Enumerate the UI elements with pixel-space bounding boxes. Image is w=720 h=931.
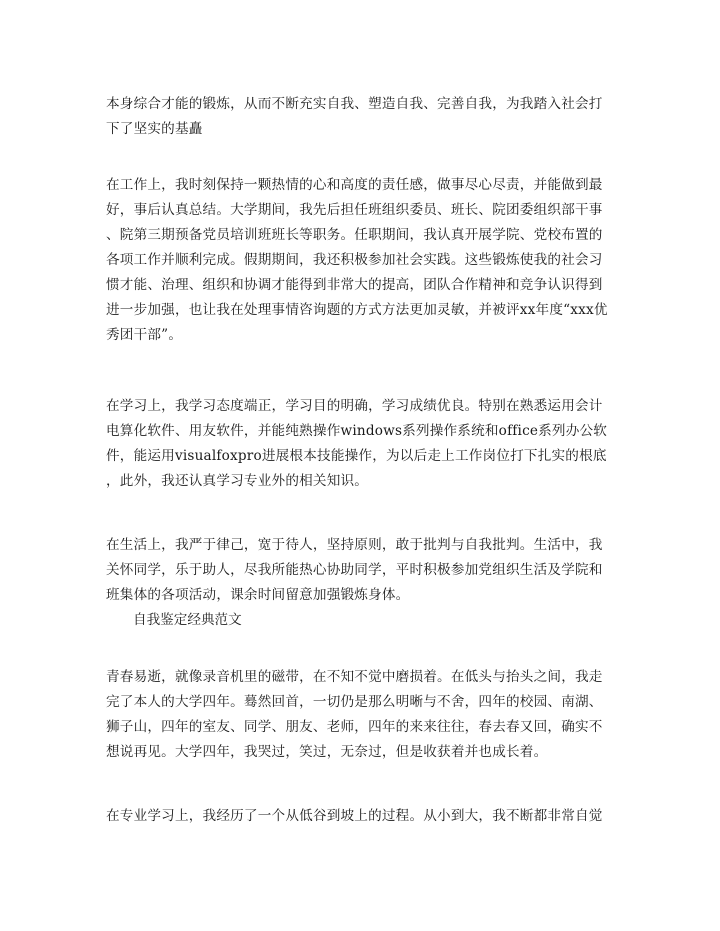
text-line: 本身综合才能的锻炼，从而不断充实自我、塑造自我、完善自我，为我踏入社会打 — [106, 96, 603, 112]
text-line: ，此外，我还认真学习专业外的相关知识。 — [106, 473, 369, 489]
text-line: 想说再见。大学四年，我哭过，笑过，无奈过，但是收获着并也成长着。 — [106, 744, 548, 760]
text-line: 在工作上，我时刻保持一颗热情的心和高度的责任感，做事尽心尽责，并能做到最 — [106, 177, 603, 193]
text-line: 在学习上，我学习态度端正，学习目的明确，学习成绩优良。特别在熟悉运用会计 — [106, 398, 603, 414]
paragraph-2 — [106, 173, 626, 348]
paragraph-1 — [106, 92, 626, 142]
text-line: 班集体的各项活动，课余时间留意加强锻炼身体。 — [106, 587, 410, 603]
paragraph-4 — [106, 533, 626, 608]
section-heading-block — [106, 608, 626, 633]
text-line: 秀团干部”。 — [106, 327, 183, 343]
text-line: 在专业学习上，我经历了一个从低谷到坡上的过程。从小到大，我不断都非常自觉 — [106, 808, 603, 824]
text-line: 狮子山，四年的室友、同学、朋友、老师，四年的来来往往，春去春又回，确实不 — [106, 719, 603, 735]
text-line: 各项工作并顺利完成。假期期间，我还积极参加社会实践。这些锻炼使我的社会习 — [106, 252, 603, 268]
section-heading: 自我鉴定经典范文 — [133, 612, 242, 628]
text-line: 电算化软件、用友软件，并能纯熟操作windows系列操作系统和office系列办公软 — [106, 423, 608, 439]
text-line: 在生活上，我严于律己，宽于待人，坚持原则，敢于批判与自我批判。生活中，我 — [106, 537, 603, 553]
paragraph-5 — [106, 665, 626, 765]
text-line: 惯才能、治理、组织和协调才能得到非常大的提高，团队合作精神和竞争认识得到 — [106, 277, 603, 293]
paragraph-6 — [106, 804, 626, 829]
text-line: 、院第三期预备党员培训班班长等职务。任职期间，我认真开展学院、党校布置的 — [106, 227, 603, 243]
text-line: 进一步加强，也让我在处理事情咨询题的方式方法更加灵敏，并被评xx年度“xxx优 — [106, 302, 608, 318]
text-line: 好，事后认真总结。大学期间，我先后担任班组织委员、班长、院团委组织部干事 — [106, 202, 603, 218]
text-line: 下了坚实的基矗 — [106, 121, 203, 137]
paragraph-3 — [106, 394, 626, 494]
text-line: 关怀同学，乐于助人，尽我所能热心协助同学，平时积极参加党组织生活及学院和 — [106, 562, 603, 578]
text-line: 青春易逝，就像录音机里的磁带，在不知不觉中磨损着。在低头与抬头之间，我走 — [106, 669, 603, 685]
text-line: 完了本人的大学四年。蓦然回首，一切仍是那么明晰与不舍，四年的校园、南湖、 — [106, 694, 603, 710]
text-line: 件，能运用visualfoxpro进展根本技能操作，为以后走上工作岗位打下扎实的根底 — [106, 448, 607, 464]
